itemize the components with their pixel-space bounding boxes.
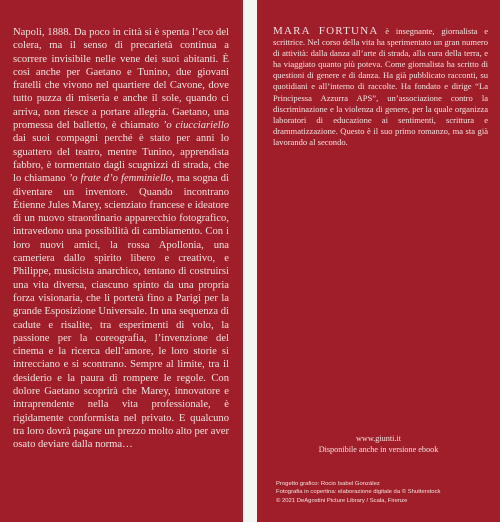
credits — [276, 480, 491, 505]
left-flap — [0, 0, 243, 522]
website-link[interactable]: www.giunti.it — [356, 434, 401, 443]
design-credit: Progetto grafico: Rocio Isabel González — [276, 481, 380, 487]
author-bio-text: è insegnante, giornalista e scrittrice. Nel corso della vita ha sperimentato un gran numero di attività: dalla danza all’arte di strada, alla cura della terra, e ha viaggiato quanto più poteva. Come giornalista ha scritto di questioni di genere e di danza. Ha già pubblicato racconti, su quotidiani e all’interno di raccolte. Ha fondato e dirige “La Principessa Azzurra APS”, un’associazione contro la discriminazione e la violenza di genere, per la quale organizza laboratori di educazione ai sentimenti, scrittura e drammatizzazione. Questo è il suo primo romanzo, ma sta già lavorando al secondo. — [273, 26, 488, 147]
photo-credit: Fotografia in copertina: elaborazione digitale da © Shutterstock — [276, 489, 441, 496]
synopsis-part-3: , ma sogna di diventare un inventore. Quando incontrano Étienne Jules Marey, scienziato francese e ideatore di un nuovo straordinario apparecchio fotografico, intravedono una possibilità di cambiamento. Con i loro nuovi amici, la rossa Apollonia, una cameriera dallo spirito libero e creativo, e Philippe, musicista anarchico, tentano di costruirsi una vita diversa, ciascuno spinto da una propria forza visionaria, che li porterà fino a Parigi per la grande Esposizione Universale. In una sequenza di cadute e risalite, tra esperimenti di volo, la passione per la coreografia, l’invenzione del cinema e la ricerca dell’amore, le loro storie si intrecciano e si scontrano. Sempre al limite, tra il desiderio e la paura di rompere le regole. Con dolore Gaetano scoprirà che Marey, innovatore e intraprendente nella vita professionale, è rigidamente conformista nel privato. E qualcuno tra loro dovrà pagare un prezzo molto alto per aver osato deviare dalla norma… — [13, 173, 230, 451]
right-flap — [257, 0, 500, 522]
synopsis-part-2: dai suoi compagni perché è stato per anni lo sguattero del teatro, mentre Tunino, apprendista fabbro, è tormentato dagli scugnizzi di strada, che lo chiamano — [13, 133, 229, 185]
publisher-footer — [257, 433, 500, 455]
ebook-note: Disponibile anche in versione ebook — [318, 445, 439, 454]
copyright-line: © 2021 DeAgostini Picture Library / Scala, Firenze — [276, 497, 408, 504]
author-bio — [273, 26, 488, 148]
author-name: MARA FORTUNA — [273, 25, 379, 37]
nickname-frate: ’o frate d’o femminiello — [68, 173, 172, 185]
nickname-ciucciariello: ’o ciucciariello — [162, 120, 229, 132]
synopsis-part-1: Napoli, 1888. Da poco in città si è spenta l’eco del colera, ma il senso di precarietà continua a scorrere invisibile nelle vene dei suoi abitanti. È così anche per Gaetano e Tunino, due giovani fratelli che vivono nel quartiere del Cavone, dove tutto puzza di miseria e anche il sole, quando ci arriva, non riesce a portare allegria. Gaetano, una promessa del balletto, è chiamato — [13, 27, 229, 132]
synopsis-text — [13, 26, 229, 452]
